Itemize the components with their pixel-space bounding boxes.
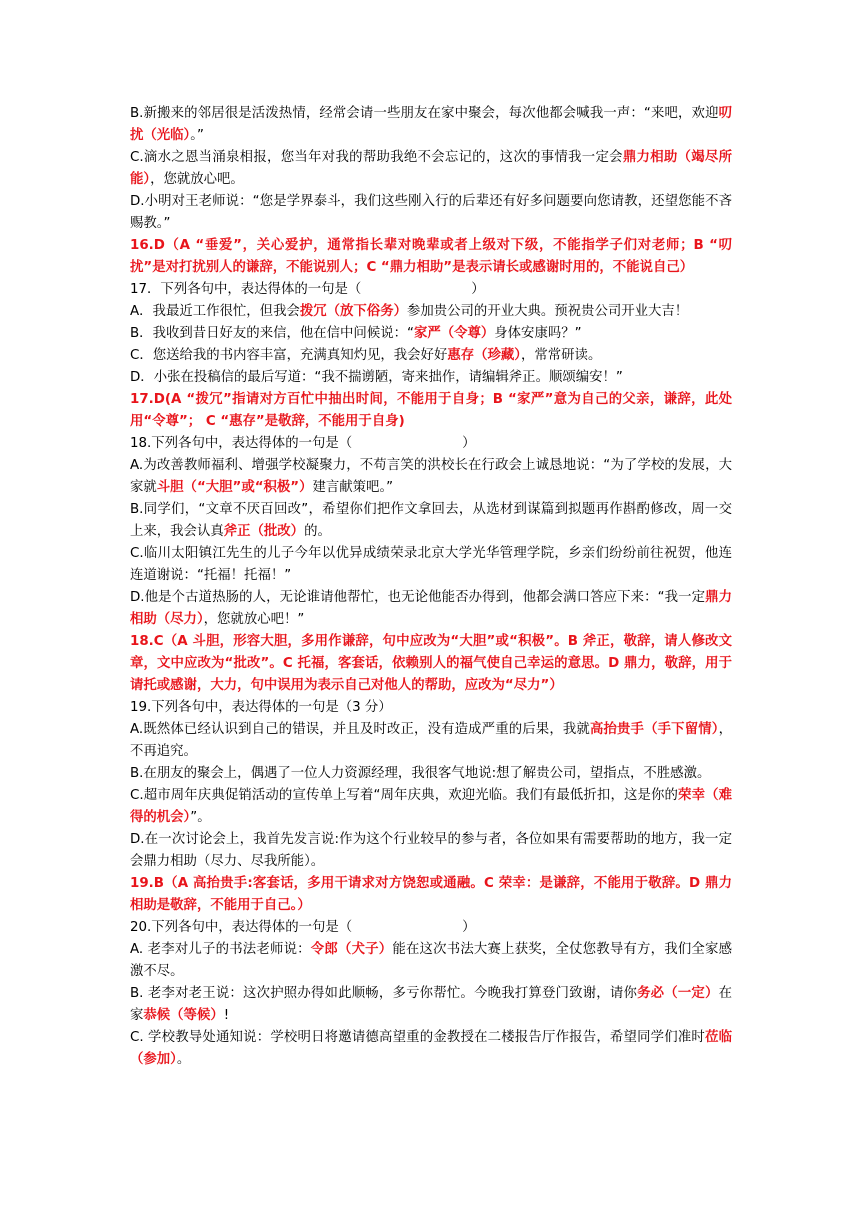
q17-option-c: C．您送给我的书内容丰富，充满真知灼见，我会好好惠存（珍藏），常常研读。: [130, 348, 602, 363]
q17-option-a: A．我最近工作很忙，但我会拨冗（放下俗务）参加贵公司的开业大典。预祝贵公司开业大吉！: [130, 304, 689, 319]
q15-option-d: D.小明对王老师说：“您是学界泰斗，我们这些刚入行的后辈还有好多问题要向您请教，还望您能不吝赐教。”: [130, 194, 732, 231]
correction: 高抬贵手（手下留情）: [589, 722, 719, 737]
correction: 荣幸（难得的机会）: [130, 788, 732, 825]
correction: 拨冗（放下俗务）: [299, 304, 407, 319]
q19-stem: 19.下列各句中，表达得体的一句是（3 分）: [130, 700, 392, 715]
q19-option-b: B.在朋友的聚会上，偶遇了一位人力资源经理，我很客气地说:想了解贵公司，望指点，不胜感激。: [130, 766, 711, 781]
answer-16: 16.D（A “垂爱”，关心爱护，通常指长辈对晚辈或者上级对下级，不能指学子们对老师；B “叨扰”是对打扰别人的谦辞，不能说别人；C “鼎力相助”是表示请长或感谢时用的，不能说自己）: [130, 238, 732, 275]
q19-option-a: A.既然体已经认识到自己的错误，并且及时改正，没有造成严重的后果，我就高抬贵手（手下留情），不再追究。: [130, 722, 732, 759]
correction: 鼎力相助（竭尽所能）: [130, 150, 733, 187]
q19-option-c: C.超市周年庆典促销活动的宣传单上写着“周年庆典，欢迎光临。我们有最低折扣，这是你的荣幸（难得的机会）”。: [130, 788, 732, 825]
q20-option-c: C. 学校教导处通知说：学校明日将邀请德高望重的金教授在二楼报告厅作报告，希望同学们准时莅临（参加）。: [130, 1030, 732, 1067]
q17-stem: 17．下列各句中，表达得体的一句是（ ）: [130, 282, 485, 297]
q20-option-b: B. 老李对老王说：这次护照办得如此顺畅，多亏你帮忙。今晚我打算登门致谢，请你务必（一定）在家恭候（等候）!: [130, 986, 732, 1023]
answer-18: 18.C（A 斗胆，形容大胆，多用作谦辞，句中应改为“大胆”或“积极”。B 斧正，敬辞，请人修改文章，文中应改为“批改”。C 托福，客套话，依赖别人的福气使自己幸运的意思。D 鼎力，敬辞，用于请托或感谢，大力，句中误用为表示自己对他人的帮助，应改为“尽力”）: [130, 634, 732, 693]
q15-option-c: C.滴水之恩当涌泉相报，您当年对我的帮助我绝不会忘记的，这次的事情我一定会鼎力相助（竭尽所能），您就放心吧。: [130, 150, 733, 187]
correction: 斧正（批改）: [223, 524, 305, 539]
q17-option-d: D．小张在投稿信的最后写道：“我不揣谫陋，寄来拙作，请编辑斧正。顺颂编安！”: [130, 370, 623, 385]
correction: 惠存（珍藏）: [447, 348, 521, 363]
q18-stem: 18.下列各句中，表达得体的一句是（ ）: [130, 436, 476, 451]
q18-option-b: B.同学们，“文章不厌百回改”，希望你们把作文拿回去，从选材到谋篇到拟题再作斟酌修改，周一交上来，我会认真斧正（批改）的。: [130, 502, 732, 539]
q18-option-d: D.他是个古道热肠的人，无论谁请他帮忙，也无论他能否办得到，他都会满口答应下来：“我一定鼎力相助（尽力），您就放心吧！”: [130, 590, 732, 627]
correction: 务必（一定）: [637, 986, 719, 1001]
correction: 令郎（犬子）: [310, 942, 393, 957]
q20-option-a: A. 老李对儿子的书法老师说：令郎（犬子）能在这次书法大赛上获奖，全仗您教导有方，我们全家感激不尽。: [130, 942, 733, 979]
correction: 家严（令尊）: [413, 326, 495, 341]
correction: 斗胆（“大胆”或“积极”）: [156, 480, 313, 495]
q18-option-a: A.为改善教师福利、增强学校凝聚力，不苟言笑的洪校长在行政会上诚恳地说：“为了学校的发展，大家就斗胆（“大胆”或“积极”）建言献策吧。”: [130, 458, 732, 495]
correction: 恭候（等候）: [143, 1008, 224, 1023]
document-page: [130, 103, 732, 1071]
q15-option-b: B.新搬来的邻居很是活泼热情，经常会请一些朋友在家中聚会，每次他都会喊我一声：“来吧，欢迎叨扰（光临）。”: [130, 106, 732, 143]
answer-19: 19.B（A 高抬贵手:客套话，多用干请求对方饶恕或通融。C 荣幸：是谦辞，不能用于敬辞。D 鼎力相助是敬辞，不能用于自己。）: [130, 876, 732, 913]
q19-option-d: D.在一次讨论会上，我首先发言说:作为这个行业较早的参与者，各位如果有需要帮助的地方，我一定会鼎力相助（尽力、尽我所能）。: [130, 832, 732, 869]
q17-option-b: B．我收到昔日好友的来信，他在信中问候说：“家严（令尊）身体安康吗？”: [130, 326, 582, 341]
correction: 鼎力相助（尽力）: [130, 590, 732, 627]
q18-option-c: C.临川太阳镇江先生的儿子今年以优异成绩荣录北京大学光华管理学院，乡亲们纷纷前往祝贺，他连连道谢说：“托福！托福！”: [130, 546, 732, 583]
answer-17: 17.D(A “拨冗”指请对方百忙中抽出时间，不能用于自身；B “家严”意为自己的父亲，谦辞，此处用“令尊”； C “惠存”是敬辞，不能用于自身): [130, 392, 732, 429]
q20-stem: 20.下列各句中，表达得体的一句是（ ）: [130, 920, 476, 935]
correction: 莅临（参加）: [130, 1030, 732, 1067]
correction: 叨扰（光临）: [130, 106, 732, 143]
